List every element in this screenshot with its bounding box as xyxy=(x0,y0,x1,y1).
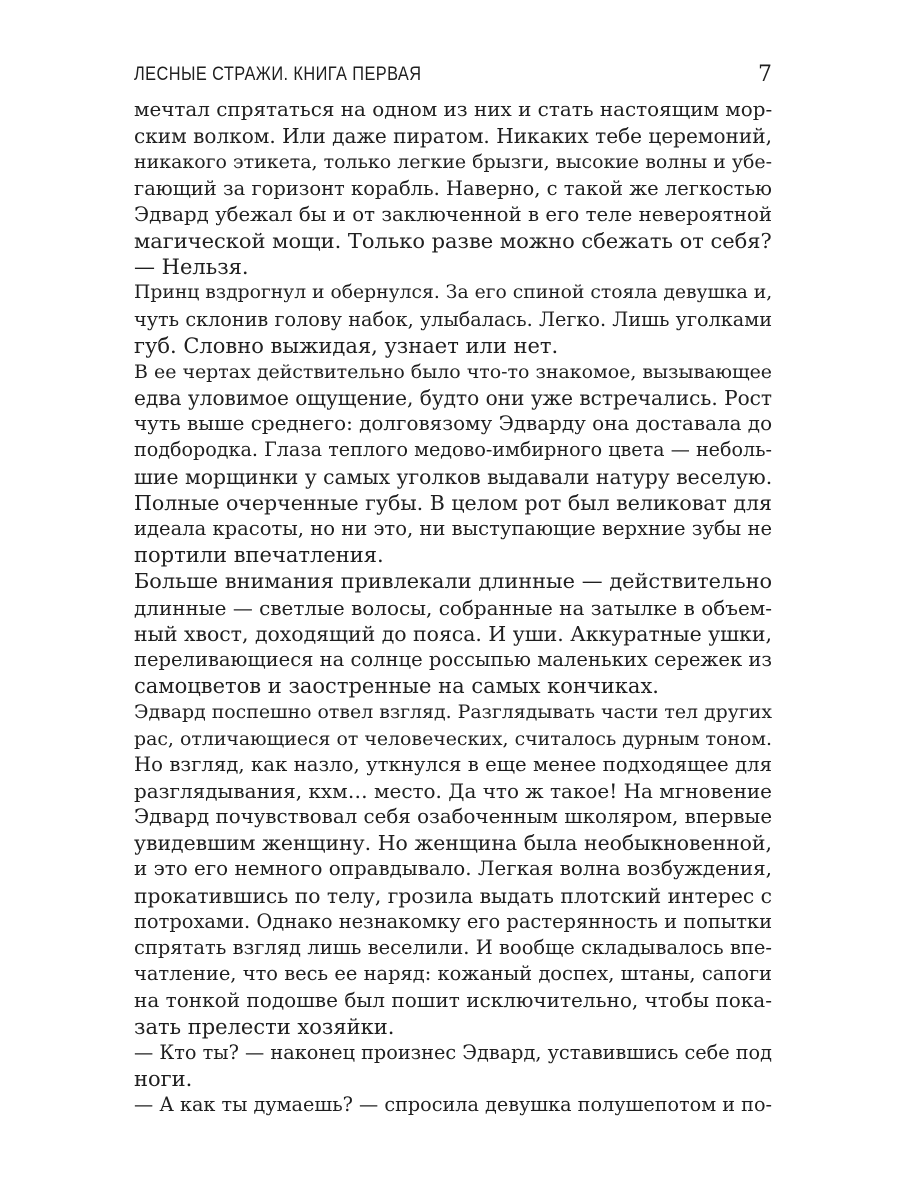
text-line: разглядывания, кхм… место. Да что ж такое! На мгновение xyxy=(134,778,772,803)
body-text xyxy=(134,97,772,1118)
text-line: ским волком. Или даже пиратом. Никаких тебе церемоний, xyxy=(134,124,772,149)
text-line: Эдвард убежал бы и от заключенной в его теле невероятной xyxy=(134,202,772,226)
text-line: идеала красоты, но ни это, ни выступающие верхние зубы не xyxy=(134,517,772,540)
text-line: — Кто ты? — наконец произнес Эдвард, уставившись себе под xyxy=(134,1040,772,1064)
text-line: спрятать взгляд лишь веселили. И вообще складывалось впе- xyxy=(134,936,772,959)
text-line: мечтал спрятаться на одном из них и стать настоящим мор- xyxy=(134,98,772,121)
text-line: портили впечатления. xyxy=(134,543,384,568)
text-line: губ. Словно выжидая, узнает или нет. xyxy=(134,333,559,358)
text-line: Эдвард поспешно отвел взгляд. Разглядывать части тел других xyxy=(134,701,772,724)
text-line: ноги. xyxy=(134,1066,193,1091)
text-line: зать прелести хозяйки. xyxy=(134,1014,395,1039)
page-number: 7 xyxy=(758,62,772,87)
text-line: шие морщинки у самых уголков выдавали натуру веселую. xyxy=(134,464,772,489)
text-line: переливающиеся на солнце россыпью маленьких сережек из xyxy=(134,647,772,671)
text-line: — Нельзя. xyxy=(134,255,249,280)
text-line: подбородка. Глаза теплого медово-имбирного цвета — неболь- xyxy=(134,438,772,462)
text-line: потрохами. Однако незнакомку его растерянность и попытки xyxy=(134,909,772,933)
text-line: Полные очерченные губы. В целом рот был великоват для xyxy=(134,490,772,515)
text-line: самоцветов и заостренные на самых кончиках. xyxy=(134,674,659,699)
text-line: гающий за горизонт корабль. Наверно, с такой же легкостью xyxy=(134,176,772,200)
text-line: увидевшим женщину. Но женщина была необыкновенной, xyxy=(134,831,772,856)
text-line: прокатившись по телу, грозила выдать плотский интерес с xyxy=(134,883,772,908)
text-line: Принц вздрогнул и обернулся. За его спиной стояла девушка и, xyxy=(134,282,772,304)
text-line: на тонкой подошве был пошит исключительно, чтобы пока- xyxy=(134,988,772,1013)
text-line: рас, отличающиеся от человеческих, считалось дурным тоном. xyxy=(134,727,772,750)
text-line: длинные — светлые волосы, собранные на затылке в объем- xyxy=(134,595,772,620)
text-line: никакого этикета, только легкие брызги, высокие волны и убе- xyxy=(134,151,772,174)
text-line: едва уловимое ощущение, будто они уже встречались. Рост xyxy=(134,386,772,411)
text-line: чатление, что весь ее наряд: кожаный доспех, штаны, сапоги xyxy=(134,962,772,986)
text-line: чуть склонив голову набок, улыбалась. Легко. Лишь уголками xyxy=(134,307,772,331)
running-header xyxy=(134,64,772,94)
text-line: Больше внимания привлекали длинные — действительно xyxy=(134,569,772,594)
text-line: магической мощи. Только разве можно сбежать от себя? xyxy=(134,228,772,253)
text-line: и это его немного оправдывало. Легкая волна возбуждения, xyxy=(134,857,772,881)
text-line: чуть выше среднего: долговязому Эдварду она доставала до xyxy=(134,412,772,436)
text-line: В ее чертах действительно было что-то знакомое, вызывающее xyxy=(134,360,772,383)
text-line: — А как ты думаешь? — спросила девушка полушепотом и по- xyxy=(134,1093,772,1117)
text-line: Но взгляд, как назло, уткнулся в еще менее подходящее для xyxy=(134,752,772,776)
text-line: Эдвард почувствовал себя озабоченным школяром, впервые xyxy=(134,805,772,829)
book-title: ЛЕСНЫЕ СТРАЖИ. КНИГА ПЕРВАЯ xyxy=(134,64,422,85)
text-line: ный хвост, доходящий до пояса. И уши. Аккуратные ушки, xyxy=(134,621,772,646)
